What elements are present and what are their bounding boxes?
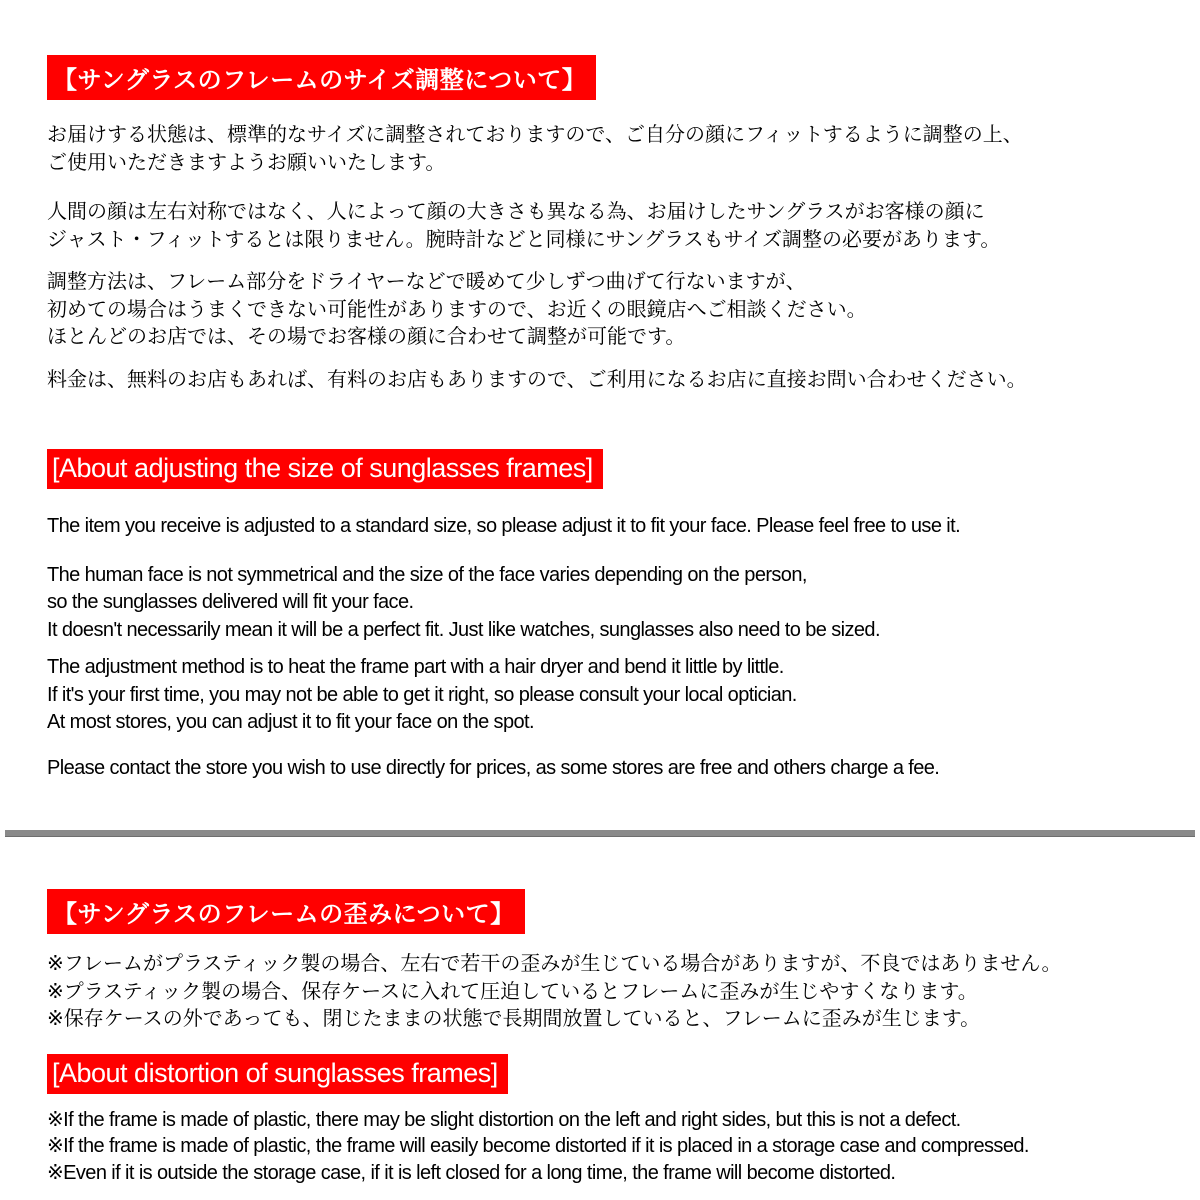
distortion-banner-jp: 【サングラスのフレームの歪みについて】 [47,889,525,934]
text-line: お届けする状態は、標準的なサイズに調整されておりますので、ご自分の顔にフィットするように調整の上、 [47,124,1023,146]
distortion-banner-en: [About distortion of sunglasses frames] [47,1054,508,1094]
size-jp-paragraph-4 [47,367,1162,395]
text-line: The item you receive is adjusted to a standard size, so please adjust it to fit your face. Please feel free to use it. [47,515,961,537]
size-en-paragraph-4 [47,755,1162,783]
note-line: ※If the frame is made of plastic, there may be slight distortion on the left and right sides, but this is not a defect. [47,1108,961,1131]
text-line: If it's your first time, you may not be able to get it right, so please consult your local optician. [47,683,797,706]
text-line: The adjustment method is to heat the frame part with a hair dryer and bend it little by little. [47,656,784,678]
section-divider [5,830,1195,837]
size-jp-paragraph-3 [47,269,1162,352]
text-line: 料金は、無料のお店もあれば、有料のお店もありますので、ご利用になるお店に直接お問い合わせください。 [47,368,1027,391]
note-line: ※フレームがプラスティック製の場合、左右で若干の歪みが生じている場合がありますが、不良ではありません。 [47,953,1062,975]
size-adjustment-banner-jp: 【サングラスのフレームのサイズ調整について】 [47,55,596,100]
note-line: ※Even if it is outside the storage case, if it is left closed for a long time, the frame will become distorted. [47,1161,896,1184]
text-line: At most stores, you can adjust it to fit your face on the spot. [47,711,534,733]
text-line: ご使用いただきますようお願いいたします。 [47,151,446,174]
text-line: It doesn't necessarily mean it will be a perfect fit. Just like watches, sunglasses also need to be sized. [47,618,880,641]
text-line: The human face is not symmetrical and the size of the face varies depending on the person, [47,563,807,586]
size-adjustment-banner-en: [About adjusting the size of sunglasses frames] [47,449,603,489]
text-line: 人間の顔は左右対称ではなく、人によって顔の大きさも異なる為、お届けしたサングラスがお客様の顔に [47,201,985,223]
note-line: ※If the frame is made of plastic, the frame will easily become distorted if it is placed in a storage case and compressed. [47,1135,1029,1157]
size-en-paragraph-3 [47,654,1162,737]
note-line: ※プラスティック製の場合、保存ケースに入れて圧迫しているとフレームに歪みが生じやすくなります。 [47,980,978,1003]
size-jp-paragraph-1 [47,122,1162,177]
distortion-en-notes [47,1107,1162,1187]
text-line: ジャスト・フィットするとは限りません。腕時計などと同様にサングラスもサイズ調整の必要があります。 [47,228,1001,251]
section-distortion [0,837,1200,1186]
text-line: ほとんどのお店では、その場でお客様の顔に合わせて調整が可能です。 [47,326,686,348]
text-line: 初めての場合はうまくできない可能性がありますので、お近くの眼鏡店へご相談ください。 [47,298,867,321]
size-en-paragraph-2 [47,562,1162,645]
note-line: ※保存ケースの外であっても、閉じたままの状態で長期間放置していると、フレームに歪みが生じます。 [47,1008,981,1030]
size-en-paragraph-1 [47,513,1162,541]
size-jp-paragraph-2 [47,199,1162,254]
distortion-jp-notes [47,951,1162,1034]
text-line: 調整方法は、フレーム部分をドライヤーなどで暖めて少しずつ曲げて行ないますが、 [47,271,806,293]
text-line: so the sunglasses delivered will fit your face. [47,591,414,613]
text-line: Please contact the store you wish to use directly for prices, as some stores are free and others charge a fee. [47,756,940,779]
